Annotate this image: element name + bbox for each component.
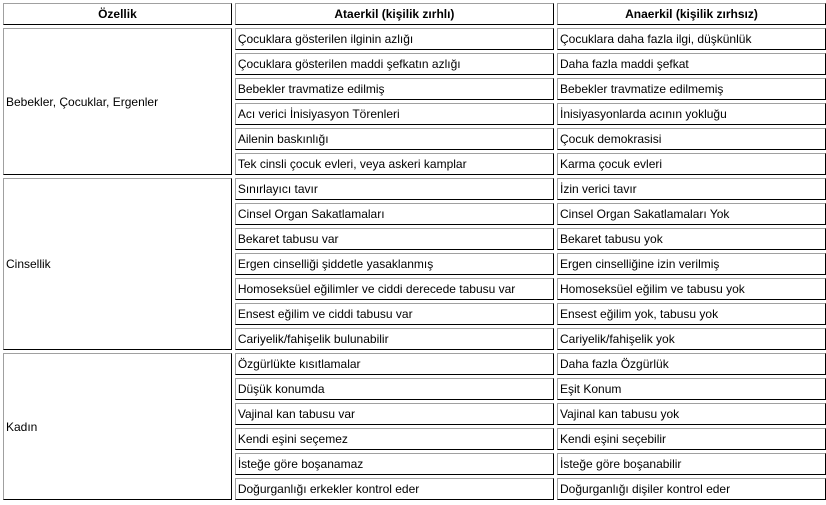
patrist-cell: Doğurganlığı erkekler kontrol eder (235, 478, 554, 500)
matrist-cell: Çocuk demokrasisi (557, 128, 826, 150)
patrist-cell: İsteğe göre boşanamaz (235, 453, 554, 475)
patrist-cell: Özgürlükte kısıtlamalar (235, 353, 554, 375)
matrist-cell: Homoseksüel eğilim ve tabusu yok (557, 278, 826, 300)
header-matrist: Anaerkil (kişilik zırhsız) (557, 3, 826, 25)
matrist-cell: İsteğe göre boşanabilir (557, 453, 826, 475)
matrist-cell: Doğurganlığı dişiler kontrol eder (557, 478, 826, 500)
matrist-cell: Bebekler travmatize edilmemiş (557, 78, 826, 100)
patrist-cell: Düşük konumda (235, 378, 554, 400)
patrist-cell: Homoseksüel eğilimler ve ciddi derecede tabusu var (235, 278, 554, 300)
matrist-cell: Daha fazla Özgürlük (557, 353, 826, 375)
patrist-cell: Acı verici İnisiyasyon Törenleri (235, 103, 554, 125)
matrist-cell: İzin verici tavır (557, 178, 826, 200)
group-label: Kadın (3, 353, 232, 500)
patrist-cell: Tek cinsli çocuk evleri, veya askeri kamplar (235, 153, 554, 175)
matrist-cell: Çocuklara daha fazla ilgi, düşkünlük (557, 28, 826, 50)
matrist-cell: Daha fazla maddi şefkat (557, 53, 826, 75)
patrist-cell: Bebekler travmatize edilmiş (235, 78, 554, 100)
header-feature: Özellik (3, 3, 232, 25)
matrist-cell: Cariyelik/fahişelik yok (557, 328, 826, 350)
matrist-cell: Eşit Konum (557, 378, 826, 400)
matrist-cell: Vajinal kan tabusu yok (557, 403, 826, 425)
table-row (3, 353, 826, 375)
patrist-cell: Cariyelik/fahişelik bulunabilir (235, 328, 554, 350)
matrist-cell: Karma çocuk evleri (557, 153, 826, 175)
matrist-cell: İnisiyasyonlarda acının yokluğu (557, 103, 826, 125)
patrist-cell: Kendi eşini seçemez (235, 428, 554, 450)
matrist-cell: Cinsel Organ Sakatlamaları Yok (557, 203, 826, 225)
matrist-cell: Bekaret tabusu yok (557, 228, 826, 250)
group-label: Bebekler, Çocuklar, Ergenler (3, 28, 232, 175)
patrist-cell: Çocuklara gösterilen maddi şefkatın azlığı (235, 53, 554, 75)
header-patrist: Ataerkil (kişilik zırhlı) (235, 3, 554, 25)
matrist-cell: Ensest eğilim yok, tabusu yok (557, 303, 826, 325)
patrist-cell: Ensest eğilim ve ciddi tabusu var (235, 303, 554, 325)
patrist-cell: Cinsel Organ Sakatlamaları (235, 203, 554, 225)
patrist-cell: Ailenin baskınlığı (235, 128, 554, 150)
header-row (3, 3, 826, 25)
patrist-cell: Ergen cinselliği şiddetle yasaklanmış (235, 253, 554, 275)
patrist-cell: Vajinal kan tabusu var (235, 403, 554, 425)
patrist-cell: Çocuklara gösterilen ilginin azlığı (235, 28, 554, 50)
table-row (3, 178, 826, 200)
matrist-cell: Ergen cinselliğine izin verilmiş (557, 253, 826, 275)
patrist-cell: Bekaret tabusu var (235, 228, 554, 250)
table-row (3, 28, 826, 50)
table-body (3, 28, 826, 500)
matrist-cell: Kendi eşini seçebilir (557, 428, 826, 450)
group-label: Cinsellik (3, 178, 232, 350)
patrist-cell: Sınırlayıcı tavır (235, 178, 554, 200)
